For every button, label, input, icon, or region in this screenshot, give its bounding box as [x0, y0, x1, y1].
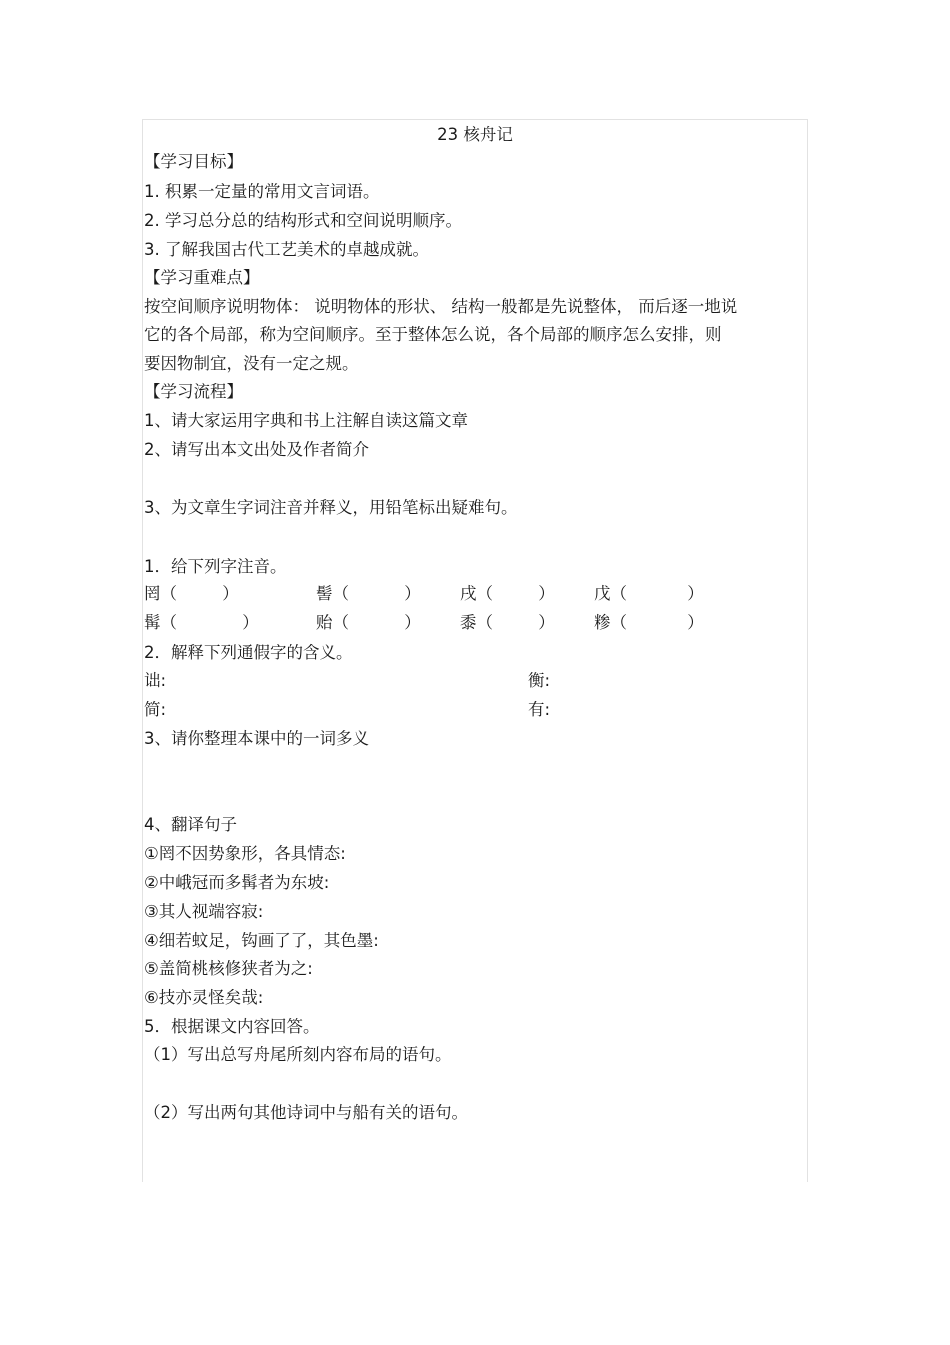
q1-item: 黍（ ）: [460, 613, 555, 632]
key-points-text: 按空间顺序说明物体： 说明物体的形状、 结构一般都是先说整体， 而后逐一地说: [144, 297, 738, 316]
goal-item: 2. 学习总分总的结构形式和空间说明顺序。: [144, 211, 462, 230]
q1-title: 1．给下列字注音。: [144, 557, 287, 576]
q2-title: 2．解释下列通假字的含义。: [144, 643, 353, 662]
q1-item: 罔（ ）: [144, 584, 239, 603]
q2-item: 衡:: [528, 671, 551, 690]
process-heading: 【学习流程】: [144, 382, 243, 401]
q4-sentence: ③其人视端容寂:: [144, 902, 264, 921]
q4-title: 4、翻译句子: [144, 815, 237, 834]
page-title: 23 核舟记: [437, 125, 513, 144]
key-points-heading: 【学习重难点】: [144, 268, 260, 287]
q5-part: （1）写出总写舟尾所刻内容布局的语句。: [144, 1045, 452, 1064]
process-step: 3、为文章生字词注音并释义，用铅笔标出疑难句。: [144, 498, 518, 517]
q3-title: 3、请你整理本课中的一词多义: [144, 729, 369, 748]
q4-sentence: ⑥技亦灵怪矣哉:: [144, 988, 264, 1007]
q4-sentence: ①罔不因势象形，各具情态:: [144, 844, 346, 863]
goal-item: 1. 积累一定量的常用文言词语。: [144, 182, 380, 201]
q5-title: 5．根据课文内容回答。: [144, 1017, 320, 1036]
process-step: 1、请大家运用字典和书上注解自读这篇文章: [144, 411, 468, 430]
process-step: 2、请写出本文出处及作者简介: [144, 440, 369, 459]
q1-item: 贻（ ）: [316, 613, 421, 632]
q5-part: （2）写出两句其他诗词中与船有关的语句。: [144, 1103, 468, 1122]
q1-item: 髻（ ）: [316, 584, 421, 603]
q2-item: 有:: [528, 700, 551, 719]
q2-item: 简:: [144, 700, 167, 719]
q1-item: 戊（ ）: [594, 584, 704, 603]
q2-item: 诎:: [144, 671, 167, 690]
q1-item: 戌（ ）: [460, 584, 555, 603]
q1-item: 髯（ ）: [144, 613, 259, 632]
q4-sentence: ②中峨冠而多髯者为东坡:: [144, 873, 330, 892]
goal-item: 3. 了解我国古代工艺美术的卓越成就。: [144, 240, 429, 259]
q4-sentence: ⑤盖简桃核修狭者为之:: [144, 959, 313, 978]
q1-item: 糁（ ）: [594, 613, 704, 632]
key-points-text: 它的各个局部，称为空间顺序。至于整体怎么说，各个局部的顺序怎么安排，则: [144, 325, 722, 344]
goals-heading: 【学习目标】: [144, 152, 243, 171]
q4-sentence: ④细若蚊足，钩画了了，其色墨:: [144, 931, 379, 950]
key-points-text: 要因物制宜，没有一定之规。: [144, 354, 359, 373]
